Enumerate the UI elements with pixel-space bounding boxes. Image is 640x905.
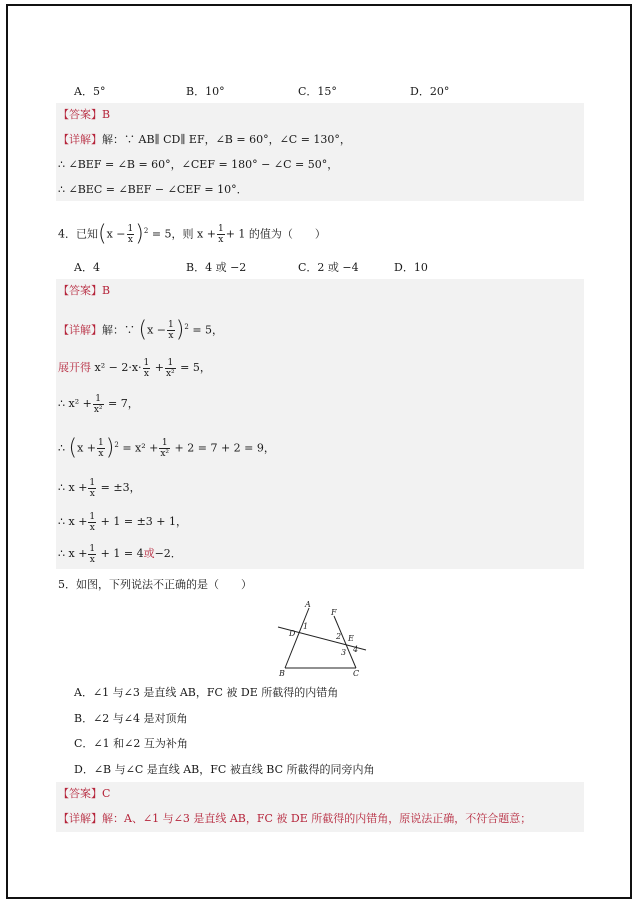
q3-option-c: C．15° [298,85,337,98]
q4-option-c: C．2 或 −4 [298,261,359,274]
label-e: E [348,634,354,643]
label-f: F [331,608,337,617]
label-3: 3 [341,648,347,657]
q3-detail-1: 【详解】解：∵ AB∥ CD∥ EF，∠B = 60°，∠C = 130°， [58,133,351,146]
q4-option-b: B．4 或 −2 [186,261,247,274]
q3-option-d: D．20° [410,85,450,98]
q5-option-b: B．∠2 与∠4 是对顶角 [74,712,188,725]
q4-step-7: ∴ x + $\frac{1}{x}$ + 1 = 4或−2． [58,543,182,565]
label-c: C [353,669,360,678]
q3-answer: 【答案】B [58,108,111,121]
label-d: D [289,629,296,638]
q3-option-a: A．5° [74,85,106,98]
q5-option-c: C．∠1 和∠2 互为补角 [74,737,188,750]
q4-step-5: ∴ x + $\frac{1}{x}$ = ±3， [58,477,141,499]
q4-option-a: A．4 [74,261,100,274]
q5-stem: 5．如图，下列说法不正确的是（ ） [58,578,252,591]
q5-geometry-figure [276,598,368,678]
q4-stem: 4．已知(x − $\frac{1}{x}$ )$^2$ = 5，则 x + $\frac{1}{x}$ + 1 的值为（ ） [58,221,326,247]
q5-option-a: A．∠1 与∠3 是直线 AB，FC 被 DE 所截得的内错角 [74,686,339,699]
label-a: A [305,600,311,609]
q5-answer: 【答案】C [58,787,111,800]
q3-detail-2: ∴ ∠BEF = ∠B = 60°，∠CEF = 180° − ∠C = 50°， [58,158,339,171]
q4-answer: 【答案】B [58,284,111,297]
q3-detail-3: ∴ ∠BEC = ∠BEF − ∠CEF = 10°． [58,183,248,196]
q5-option-d: D．∠B 与∠C 是直线 AB，FC 被直线 BC 所截得的同旁内角 [74,763,375,776]
label-2: 2 [336,632,342,641]
q4-step-2: 展开得 x² − 2·x· $\frac{1}{x}$ + $\frac{1}{\text{x²}}$ = 5， [58,357,211,379]
q4-step-4: ∴ (x + $\frac{1}{x}$ )$^2$ = x² + $\frac{1}{\text{x²}}$ + 2 = 7 + 2 = 9， [58,435,275,461]
q4-step-6: ∴ x + $\frac{1}{x}$ + 1 = ±3 + 1， [58,511,188,533]
q4-option-d: D．10 [394,261,428,274]
q4-step-3: ∴ x² + $\frac{1}{\text{x²}}$ = 7， [58,393,139,415]
line-ab [285,608,309,668]
q4-step-1: 【详解】解：∵ (x − $\frac{1}{x}$ )$^2$ = 5， [58,317,224,343]
label-4: 4 [353,645,359,654]
label-b: B [279,669,285,678]
q3-option-b: B．10° [186,85,225,98]
label-1: 1 [303,622,309,631]
q5-detail: 【详解】解：A、∠1 与∠3 是直线 AB，FC 被 DE 所截得的内错角，原说法正确，不符合题意； [58,812,532,825]
